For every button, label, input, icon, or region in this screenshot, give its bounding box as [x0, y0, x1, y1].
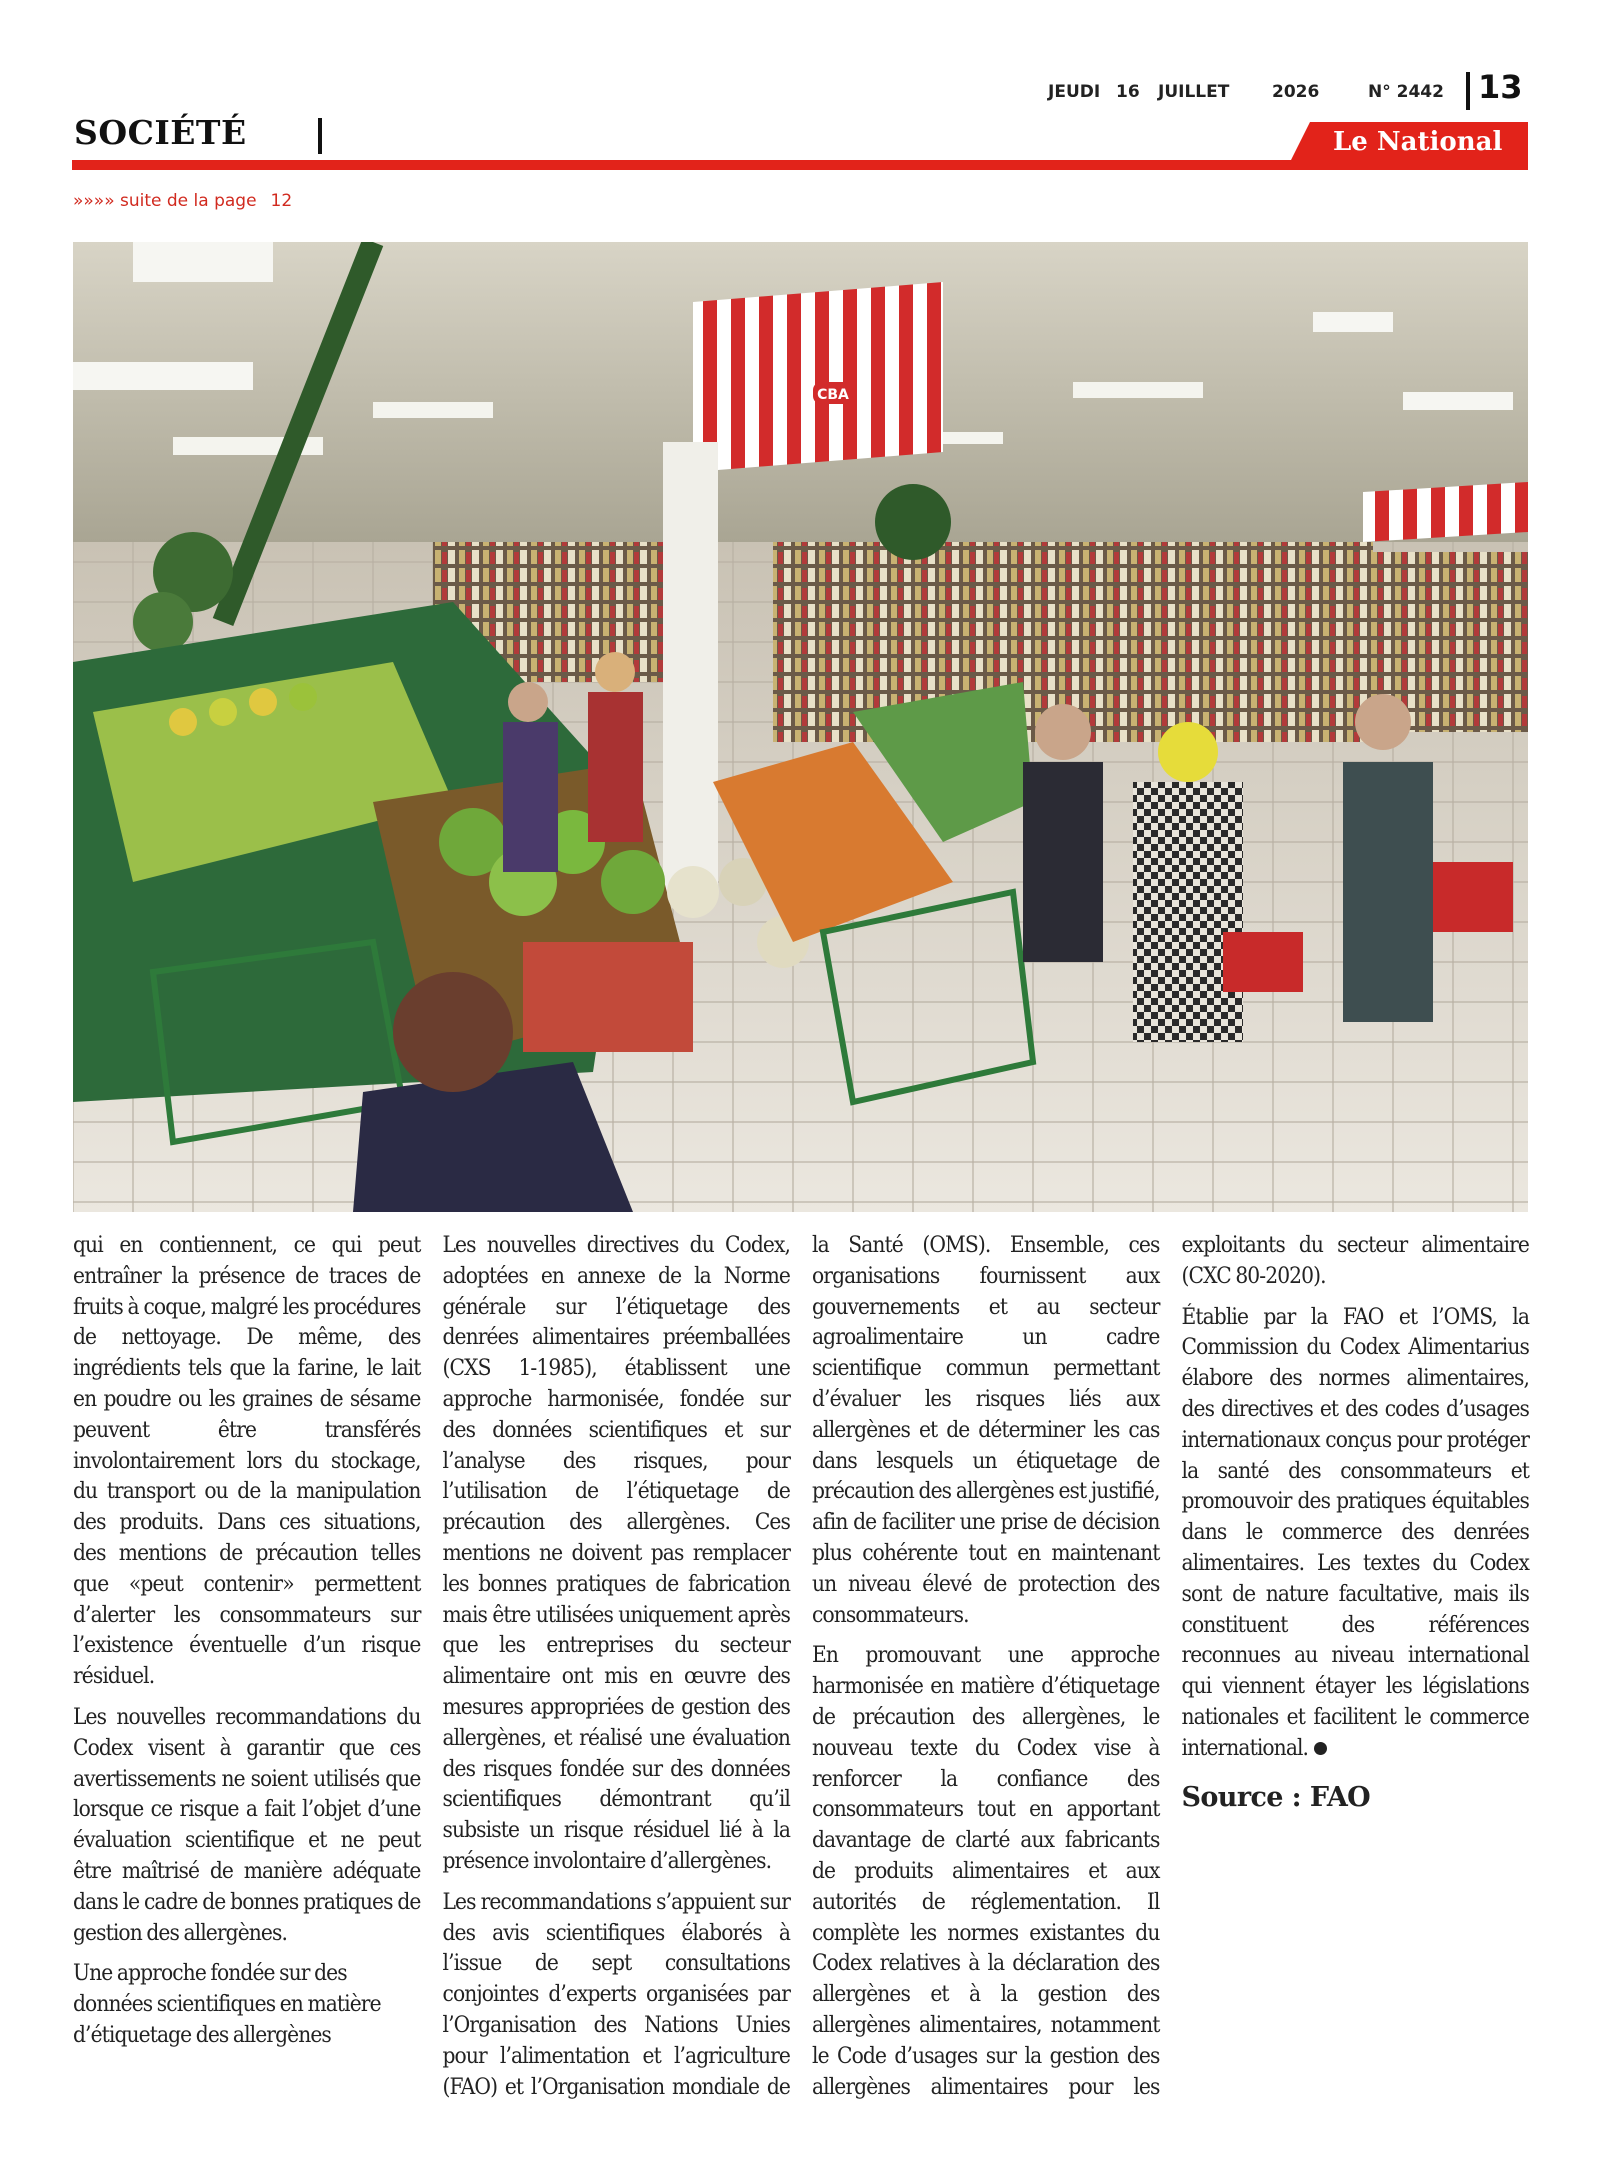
page-number-separator [1466, 72, 1470, 110]
issue-meta [1000, 82, 1444, 108]
article-subheading: Une approche fondée sur des données scientifiques en matière d’étiquetage des allergènes [73, 1960, 381, 2048]
continuation-note [73, 191, 292, 211]
store-sign-text: CBA [817, 387, 849, 403]
issue-date-number: 16 [1116, 82, 1140, 102]
page-number: 13 [1478, 68, 1523, 106]
supermarket-photo [73, 242, 1528, 1212]
brand-name: Le National [1333, 127, 1503, 157]
section-separator [318, 118, 322, 154]
issue-month: JUILLET [1158, 82, 1230, 102]
end-of-article-icon [1314, 1742, 1327, 1755]
article-body [73, 1230, 1529, 2110]
article-paragraph-5: En promouvant une approche harmonisée en matière d’étiquetage de précaution des allergènes, le nouveau texte du Codex vise à renforcer la confiance des consommateurs tout en apportant davantage de clarté aux fabricants de produits alimentaires et aux autorités de réglementation. Il complète les normes existantes du Codex relatives à la déclaration des allergènes et à la gestion des allergènes alimentaires, notamment le Code d’usages sur la gestion des allergènes alimentaires pour les exploitants du secteur alimentaire (CXC 80-2020). [812, 1232, 1529, 2100]
issue-number: N° 2442 [1368, 82, 1444, 102]
article-paragraph-6-text: Établie par la FAO et l’OMS, la Commission du Codex Alimentarius élabore des normes alimentaires, des directives et des codes d’usages internationaux conçus pour protéger la santé des consommateurs et promouvoir des pratiques équitables dans le commerce des denrées alimentaires. Les textes du Codex sont de nature facultative, mais ils constituent des références reconnues au niveau international qui viennent étayer les législations nationales et facilitent le commerce international. [1181, 1303, 1529, 1761]
article-paragraph-2: Les nouvelles recommandations du Codex visent à garantir que ces avertissements ne soient utilisés que lorsque ce risque a fait l’objet d’une évaluation scientifique et ne peut être maîtrisé de manière adéquate dans le cadre de bonnes pratiques de gestion des allergènes. [73, 1703, 421, 1946]
issue-year: 2026 [1272, 82, 1320, 102]
supermarket-illustration [73, 242, 1528, 1212]
article-paragraph-1: qui en contiennent, ce qui peut entraîner la présence de traces de fruits à coque, malgré les procédures de nettoyage. De même, des ingrédients tels que la farine, le lait en poudre ou les graines de sésame peuvent être transférés involontairement lors du stockage, du transport ou de la manipulation des produits. Dans ces situations, des mentions de précaution telles que «peut contenir» permettent d’alerter les consommateurs sur l’existence éventuelle d’un risque résiduel. [73, 1232, 421, 1690]
article-paragraph-4: Les recommandations s’appuient sur des avis scientifiques élaborés à l’issue de sept consultations conjointes d’experts organisées par l’Organisation des Nations Unies pour l’alimentation et l’agriculture (FAO) et l’Organisation mondiale de la Santé (OMS). Ensemble, ces organisations fournissent aux gouvernements et au secteur agroalimentaire un cadre scientifique commun permettant d’évaluer les risques liés aux allergènes et de déterminer les cas dans lesquels un étiquetage de précaution des allergènes est justifié, afin de faciliter une prise de décision plus cohérente tout en maintenant un niveau élevé de protection des consommateurs. [442, 1232, 1160, 2100]
continuation-page: 12 [270, 191, 293, 211]
section-title: SOCIÉTÉ [74, 113, 247, 152]
issue-day: JEUDI [1048, 82, 1101, 102]
article-paragraph-3: Les nouvelles directives du Codex, adoptées en annexe de la Norme générale sur l’étiquetage des denrées alimentaires préemballées (CXS 1-1985), établissent une approche harmonisée, fondée sur des données scientifiques et sur l’analyse des risques, pour l’utilisation de l’étiquetage de précaution des allergènes. Ces mentions ne doivent pas remplacer les bonnes pratiques de fabrication mais être utilisées uniquement après que les entreprises du secteur alimentaire ont mis en œuvre des mesures appropriées de gestion des allergènes, et réalisé une évaluation des risques fondée sur des données scientifiques démontrant qu’il subsiste un risque résiduel lié à la présence involontaire d’allergènes. [442, 1232, 790, 1874]
article-paragraph-6 [1182, 1302, 1530, 1764]
article-source: Source : FAO [1181, 1781, 1371, 1813]
continuation-label: »»»» suite de la page [73, 191, 257, 211]
